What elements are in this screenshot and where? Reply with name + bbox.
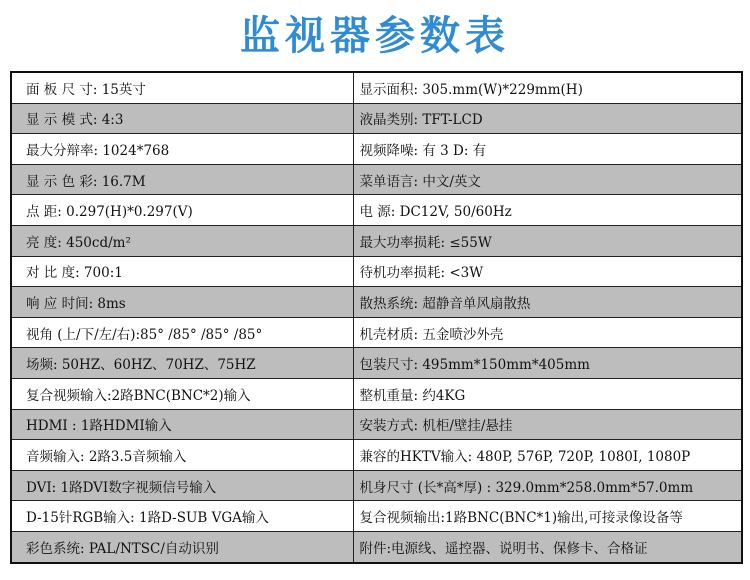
spec-cell-right: 液晶类别: TFT-LCD bbox=[353, 103, 742, 134]
spec-cell-right: 包装尺寸: 495mm*150mm*405mm bbox=[353, 348, 742, 379]
page-title: 监视器参数表 bbox=[240, 13, 510, 59]
table-row bbox=[11, 348, 742, 379]
table-row bbox=[11, 103, 742, 134]
spec-cell-right: 整机重量: 约4KG bbox=[353, 378, 742, 409]
spec-cell-left: 最大分辩率: 1024*768 bbox=[11, 134, 353, 165]
spec-cell-right: 附件:电源线、遥控器、说明书、保修卡、合格证 bbox=[353, 531, 742, 562]
table-row bbox=[11, 164, 742, 195]
table-row bbox=[11, 531, 742, 562]
table-row bbox=[11, 195, 742, 226]
table-row bbox=[11, 317, 742, 348]
spec-cell-right: 待机功率损耗: <3W bbox=[353, 256, 742, 287]
spec-cell-left: 显 示 模 式: 4:3 bbox=[11, 103, 353, 134]
spec-cell-right: 散热系统: 超静音单风扇散热 bbox=[353, 287, 742, 318]
table-row bbox=[11, 225, 742, 256]
spec-cell-right: 电 源: DC12V, 50/60Hz bbox=[353, 195, 742, 226]
table-row bbox=[11, 501, 742, 532]
spec-cell-left: 视角 (上/下/左/右):85° /85° /85° /85° bbox=[11, 317, 353, 348]
spec-cell-left: 响 应 时间: 8ms bbox=[11, 287, 353, 318]
spec-cell-right: 兼容的HKTV输入: 480P, 576P, 720P, 1080I, 1080P bbox=[353, 440, 742, 471]
table-row bbox=[11, 287, 742, 318]
spec-cell-right: 显示面积: 305.mm(W)*229mm(H) bbox=[353, 72, 742, 103]
spec-cell-left: 复合视频输入:2路BNC(BNC*2)输入 bbox=[11, 378, 353, 409]
spec-cell-left: 亮 度: 450cd/m² bbox=[11, 225, 353, 256]
spec-cell-right: 视频降噪: 有 3 D: 有 bbox=[353, 134, 742, 165]
spec-cell-left: 音频输入: 2路3.5音频输入 bbox=[11, 440, 353, 471]
spec-cell-right: 机身尺寸 (长*高*厚) : 329.0mm*258.0mm*57.0mm bbox=[353, 470, 742, 501]
spec-table bbox=[10, 71, 743, 564]
table-row bbox=[11, 440, 742, 471]
spec-cell-left: DVI: 1路DVI数字视频信号输入 bbox=[11, 470, 353, 501]
table-row bbox=[11, 378, 742, 409]
spec-cell-left: 对 比 度: 700:1 bbox=[11, 256, 353, 287]
spec-cell-right: 安装方式: 机柜/壁挂/悬挂 bbox=[353, 409, 742, 440]
table-row bbox=[11, 134, 742, 165]
table-row bbox=[11, 409, 742, 440]
spec-cell-right: 最大功率损耗: ≤55W bbox=[353, 225, 742, 256]
spec-cell-right: 机壳材质: 五金喷沙外壳 bbox=[353, 317, 742, 348]
spec-cell-right: 菜单语言: 中文/英文 bbox=[353, 164, 742, 195]
spec-cell-left: HDMI : 1路HDMI输入 bbox=[11, 409, 353, 440]
table-row bbox=[11, 256, 742, 287]
spec-cell-left: 点 距: 0.297(H)*0.297(V) bbox=[11, 195, 353, 226]
spec-cell-left: D-15针RGB输入: 1路D-SUB VGA输入 bbox=[11, 501, 353, 532]
spec-cell-left: 显 示 色 彩: 16.7M bbox=[11, 164, 353, 195]
spec-cell-left: 面 板 尺 寸: 15英寸 bbox=[11, 72, 353, 103]
spec-cell-left: 彩色系统: PAL/NTSC/自动识别 bbox=[11, 531, 353, 562]
table-row bbox=[11, 470, 742, 501]
spec-cell-right: 复合视频输出:1路BNC(BNC*1)输出,可接录像设备等 bbox=[353, 501, 742, 532]
spec-cell-left: 场频: 50HZ、60HZ、70HZ、75HZ bbox=[11, 348, 353, 379]
table-row bbox=[11, 72, 742, 103]
